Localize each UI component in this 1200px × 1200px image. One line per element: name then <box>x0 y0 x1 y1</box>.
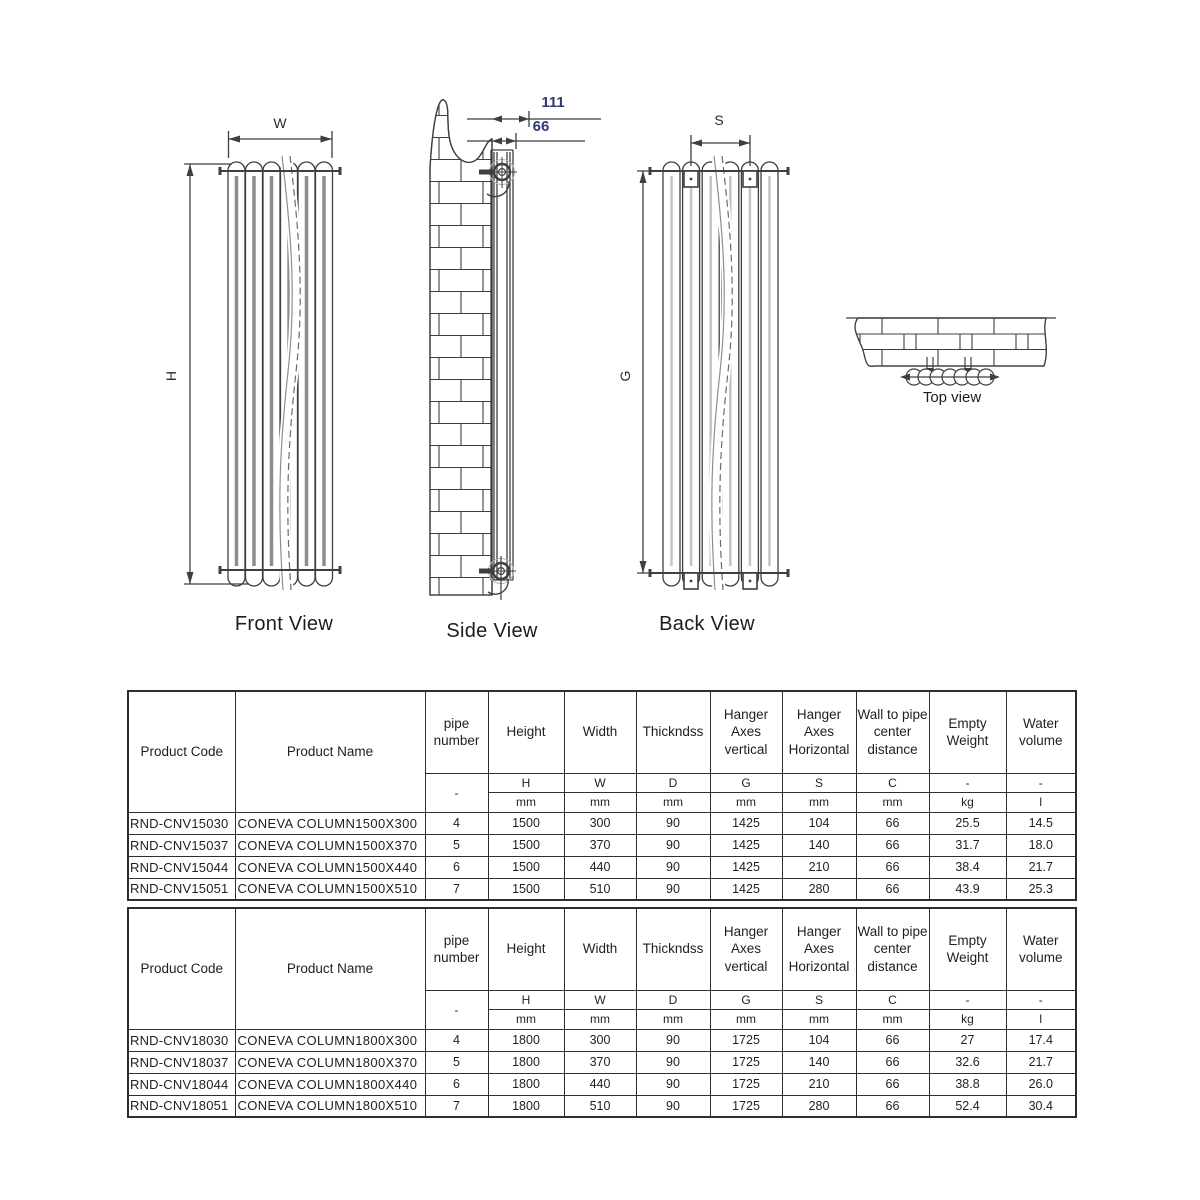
column-header: Height <box>488 691 564 773</box>
cell: 300 <box>564 1029 636 1051</box>
cell: 1425 <box>710 812 782 834</box>
unit-cell: mm <box>856 1009 929 1029</box>
cell: 5 <box>425 1051 488 1073</box>
unit-cell: l <box>1006 792 1076 812</box>
cell: 210 <box>782 1073 856 1095</box>
cell: 90 <box>636 878 710 900</box>
table-row <box>128 1051 1076 1073</box>
cell: 1725 <box>710 1051 782 1073</box>
cell: 17.4 <box>1006 1029 1076 1051</box>
cell: 1800 <box>488 1051 564 1073</box>
cell: 1800 <box>488 1073 564 1095</box>
cell: 66 <box>856 1073 929 1095</box>
cell: CONEVA COLUMN1500X510 <box>235 878 425 900</box>
cell: RND-CNV15051 <box>128 878 235 900</box>
symbol-cell: H <box>488 990 564 1009</box>
cell: 1800 <box>488 1095 564 1117</box>
cell: 66 <box>856 878 929 900</box>
unit-cell: mm <box>564 1009 636 1029</box>
cell: CONEVA COLUMN1500X300 <box>235 812 425 834</box>
symbol-cell: G <box>710 990 782 1009</box>
cell: 104 <box>782 812 856 834</box>
dim-g-label: G <box>617 370 633 382</box>
column-header: pipe number <box>425 691 488 773</box>
cell: CONEVA COLUMN1800X440 <box>235 1073 425 1095</box>
cell: 300 <box>564 812 636 834</box>
cell: 7 <box>425 878 488 900</box>
back-view-label: Back View <box>659 613 755 635</box>
column-header: Water volume <box>1006 908 1076 990</box>
cell: 90 <box>636 1073 710 1095</box>
unit-cell: mm <box>636 792 710 812</box>
cell: 25.3 <box>1006 878 1076 900</box>
top-view-label: Top view <box>922 389 982 406</box>
wall-section-top <box>855 318 1046 366</box>
cell: 66 <box>856 834 929 856</box>
cell: CONEVA COLUMN1500X370 <box>235 834 425 856</box>
cell: 6 <box>425 1073 488 1095</box>
unit-cell: mm <box>564 792 636 812</box>
spec-table <box>127 907 1077 1118</box>
column-header: Thickndss <box>636 691 710 773</box>
symbol-cell: G <box>710 773 782 792</box>
cell: 1425 <box>710 878 782 900</box>
table-row <box>128 1029 1076 1051</box>
cell: 370 <box>564 1051 636 1073</box>
dim-66 <box>467 118 585 149</box>
unit-cell: kg <box>929 1009 1006 1029</box>
cell: 210 <box>782 856 856 878</box>
column-header: Product Name <box>235 908 425 1029</box>
dim-w <box>229 115 333 158</box>
unit-cell: mm <box>782 1009 856 1029</box>
cell: 104 <box>782 1029 856 1051</box>
cell: 1725 <box>710 1029 782 1051</box>
cell: 90 <box>636 1051 710 1073</box>
cell: 90 <box>636 834 710 856</box>
top-view-drawing <box>846 318 1056 406</box>
cell: 66 <box>856 856 929 878</box>
column-header: Thickndss <box>636 908 710 990</box>
side-view-label: Side View <box>446 620 538 642</box>
cell: RND-CNV15037 <box>128 834 235 856</box>
cell: 140 <box>782 1051 856 1073</box>
cell: 66 <box>856 1095 929 1117</box>
symbol-cell: D <box>636 990 710 1009</box>
column-header: Hanger Axes Horizontal <box>782 908 856 990</box>
unit-cell: mm <box>488 1009 564 1029</box>
cell: 280 <box>782 878 856 900</box>
table-row <box>128 1073 1076 1095</box>
cell: 18.0 <box>1006 834 1076 856</box>
symbol-cell: C <box>856 773 929 792</box>
front-view-label: Front View <box>234 613 334 635</box>
cell: 1500 <box>488 878 564 900</box>
spec-table-1500 <box>127 690 1075 901</box>
cell: 27 <box>929 1029 1006 1051</box>
symbol-cell: - <box>1006 990 1076 1009</box>
cell: CONEVA COLUMN1500X440 <box>235 856 425 878</box>
cell: 1725 <box>710 1073 782 1095</box>
cell: 7 <box>425 1095 488 1117</box>
unit-cell: kg <box>929 792 1006 812</box>
radiator-tubes-top <box>900 369 1000 385</box>
column-header: Water volume <box>1006 691 1076 773</box>
unit-cell: mm <box>710 1009 782 1029</box>
symbol-cell: S <box>782 990 856 1009</box>
column-header: Empty Weight <box>929 691 1006 773</box>
unit-cell: mm <box>636 1009 710 1029</box>
cell: 52.4 <box>929 1095 1006 1117</box>
table-row <box>128 878 1076 900</box>
cell: 510 <box>564 1095 636 1117</box>
cell: 66 <box>856 1051 929 1073</box>
cell: 26.0 <box>1006 1073 1076 1095</box>
column-header: Wall to pipe center distance <box>856 691 929 773</box>
cell: 38.4 <box>929 856 1006 878</box>
table-row <box>128 1095 1076 1117</box>
unit-cell: l <box>1006 1009 1076 1029</box>
cell: 90 <box>636 1095 710 1117</box>
table-row <box>128 856 1076 878</box>
column-header: Product Code <box>128 908 235 1029</box>
cell: 31.7 <box>929 834 1006 856</box>
dim-w-label: W <box>273 115 287 131</box>
cell: 25.5 <box>929 812 1006 834</box>
table-row <box>128 812 1076 834</box>
symbol-cell: S <box>782 773 856 792</box>
cell: 21.7 <box>1006 1051 1076 1073</box>
cell: 4 <box>425 812 488 834</box>
side-view-drawing <box>430 94 601 600</box>
cell: 32.6 <box>929 1051 1006 1073</box>
column-header: Product Code <box>128 691 235 812</box>
column-header: Wall to pipe center distance <box>856 908 929 990</box>
cell: RND-CNV18051 <box>128 1095 235 1117</box>
cell: 1500 <box>488 834 564 856</box>
back-view-drawing <box>617 112 788 590</box>
cell: 90 <box>636 1029 710 1051</box>
radiator-side-profile <box>491 150 513 580</box>
cell: 5 <box>425 834 488 856</box>
cell: RND-CNV15044 <box>128 856 235 878</box>
cell: CONEVA COLUMN1800X300 <box>235 1029 425 1051</box>
cell: 1800 <box>488 1029 564 1051</box>
symbol-cell: - <box>1006 773 1076 792</box>
dim-66-label: 66 <box>532 118 550 135</box>
cell: 440 <box>564 1073 636 1095</box>
cell: 90 <box>636 812 710 834</box>
cell: 440 <box>564 856 636 878</box>
symbol-cell: W <box>564 773 636 792</box>
cell: 6 <box>425 856 488 878</box>
symbol-cell: - <box>425 773 488 812</box>
cell: 4 <box>425 1029 488 1051</box>
cell: 90 <box>636 856 710 878</box>
cell: RND-CNV18030 <box>128 1029 235 1051</box>
spec-table <box>127 690 1077 901</box>
table-row <box>128 834 1076 856</box>
cell: RND-CNV18044 <box>128 1073 235 1095</box>
symbol-cell: W <box>564 990 636 1009</box>
cell: 30.4 <box>1006 1095 1076 1117</box>
column-header: Hanger Axes Horizontal <box>782 691 856 773</box>
column-header: Width <box>564 691 636 773</box>
column-header: Height <box>488 908 564 990</box>
cell: RND-CNV15030 <box>128 812 235 834</box>
cell: 21.7 <box>1006 856 1076 878</box>
cell: 66 <box>856 1029 929 1051</box>
symbol-cell: H <box>488 773 564 792</box>
cell: CONEVA COLUMN1800X510 <box>235 1095 425 1117</box>
dim-s-label: S <box>714 112 724 128</box>
column-header: Width <box>564 908 636 990</box>
unit-cell: mm <box>782 792 856 812</box>
column-header: Product Name <box>235 691 425 812</box>
cell: 510 <box>564 878 636 900</box>
front-view-drawing <box>163 115 340 590</box>
cell: 38.8 <box>929 1073 1006 1095</box>
dim-111-label: 111 <box>541 94 565 111</box>
cell: RND-CNV18037 <box>128 1051 235 1073</box>
unit-cell: mm <box>856 792 929 812</box>
column-header: Hanger Axes vertical <box>710 908 782 990</box>
cell: 140 <box>782 834 856 856</box>
cell: 1425 <box>710 834 782 856</box>
dim-g <box>617 171 656 573</box>
symbol-cell: - <box>929 773 1006 792</box>
cell: CONEVA COLUMN1800X370 <box>235 1051 425 1073</box>
unit-cell: mm <box>710 792 782 812</box>
cell: 1725 <box>710 1095 782 1117</box>
symbol-cell: D <box>636 773 710 792</box>
column-header: pipe number <box>425 908 488 990</box>
cell: 66 <box>856 812 929 834</box>
symbol-cell: C <box>856 990 929 1009</box>
cell: 370 <box>564 834 636 856</box>
symbol-cell: - <box>425 990 488 1029</box>
dim-h-label: H <box>163 370 179 382</box>
cell: 1500 <box>488 856 564 878</box>
cell: 43.9 <box>929 878 1006 900</box>
cell: 14.5 <box>1006 812 1076 834</box>
unit-cell: mm <box>488 792 564 812</box>
cell: 1500 <box>488 812 564 834</box>
spec-table-1800 <box>127 907 1075 1118</box>
column-header: Hanger Axes vertical <box>710 691 782 773</box>
cell: 1425 <box>710 856 782 878</box>
column-header: Empty Weight <box>929 908 1006 990</box>
cell: 280 <box>782 1095 856 1117</box>
symbol-cell: - <box>929 990 1006 1009</box>
